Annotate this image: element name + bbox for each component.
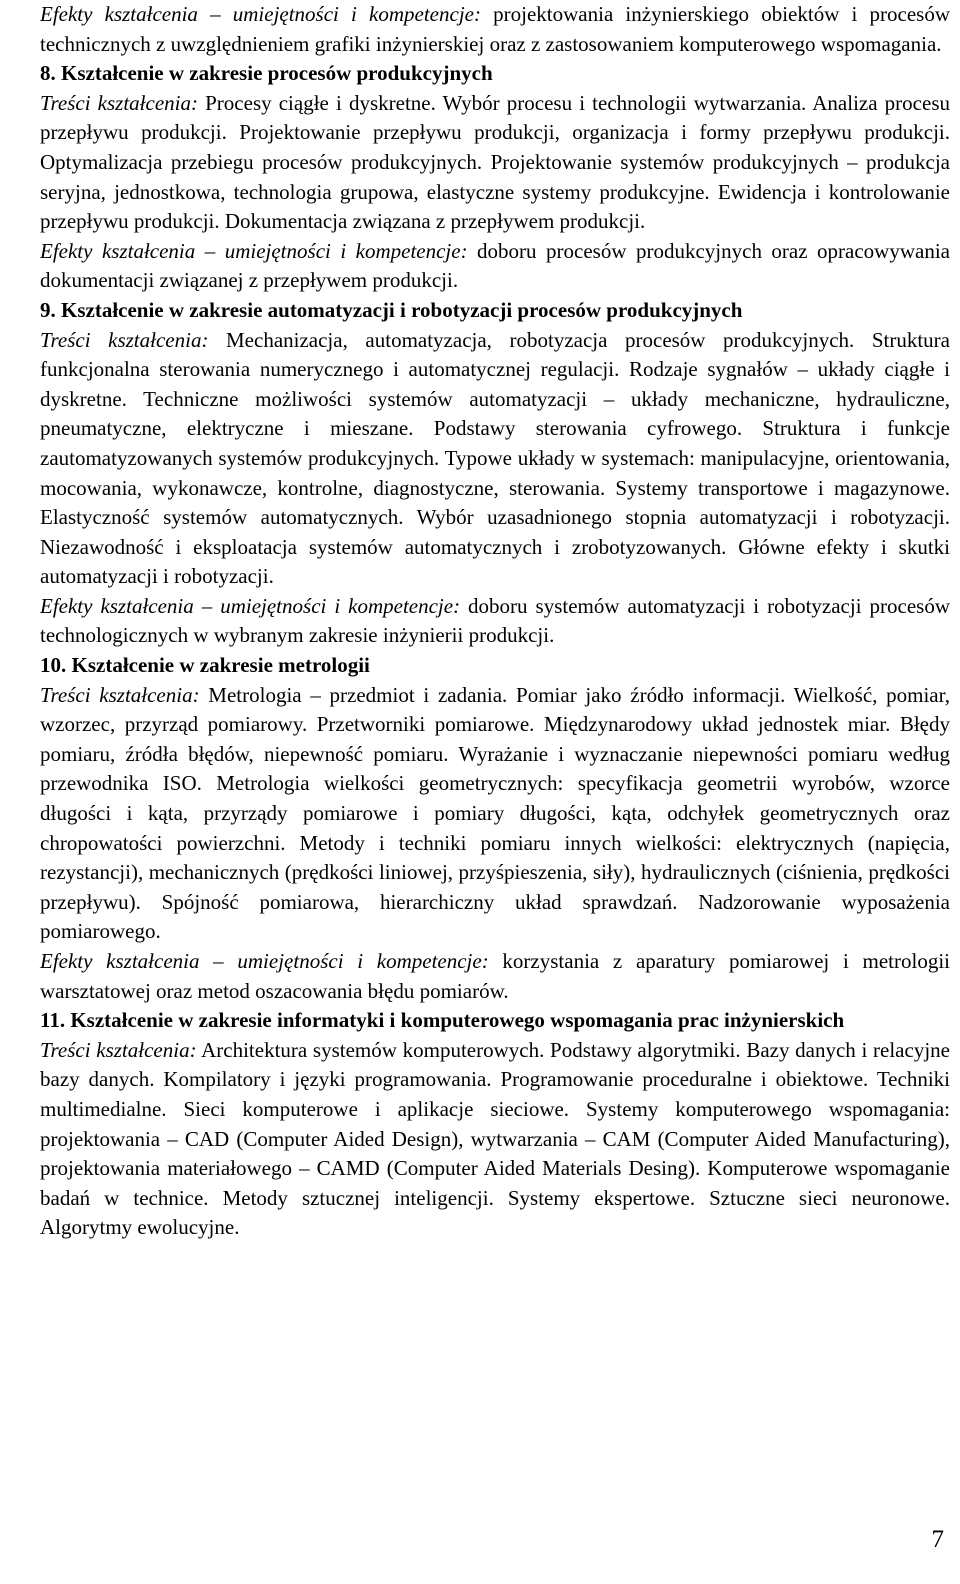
section-10-effects	[40, 947, 950, 1006]
content-label: Treści kształcenia:	[40, 682, 200, 707]
section-title: Kształcenie w zakresie informatyki i komputerowego wspomagania prac inżynierskich	[70, 1008, 845, 1033]
section-9-effects	[40, 592, 950, 651]
content-text: Metrologia – przedmiot i zadania. Pomiar jako źródło informacji. Wielkość, pomiar, wzorzec, przyrząd pomiarowy. Przetworniki pomiarowe. Międzynarodowy układ jednostek miar. Błędy pomiaru, źródła błędów, niepewność pomiaru. Wyrażanie i wyznaczanie niepewności pomiaru według przewodnika ISO. Metrologia wielkości geometrycznych: specyfikacja geometrii wyrobów, wzorce długości i kąta, przyrządy pomiarowe i pomiary długości, kąta, odchyłek geometrycznych oraz chropowatości powierzchni. Metody i techniki pomiaru innych wielkości: elektrycznych (napięcia, rezystancji), mechanicznych (prędkości liniowej, przyśpieszenia, siły), hydraulicznych (ciśnienia, prędkości przepływu). Spójność pomiarowa, hierarchiczny układ sprawdzań. Nadzorowanie wyposażenia pomiarowego.	[40, 682, 951, 944]
content-text: Mechanizacja, automatyzacja, robotyzacja procesów produkcyjnych. Struktura funkcjonalna sterowania numerycznego i automatycznej regulacji. Rodzaje sygnałów – układy ciągłe i dyskretne. Techniczne możliwości systemów automatyzacji – układy mechaniczne, hydrauliczne, pneumatyczne, elektryczne i mieszane. Podstawy sterowania cyfrowego. Struktura i funkcje zautomatyzowanych systemów produkcyjnych. Typowe układy w systemach: manipulacyjne, orientowania, mocowania, wykonawcze, kontrolne, diagnostyczne, sterowania. Systemy transportowe i magazynowe. Elastyczność systemów automatycznych. Wybór uzasadnionego stopnia automatyzacji i robotyzacji. Niezawodność i eksploatacja systemów automatycznych i zrobotyzowanych. Główne efekty i skutki automatyzacji i robotyzacji.	[40, 327, 950, 589]
effects-text: doboru procesów produkcyjnych oraz opracowywania dokumentacji związanej z przepływem produkcji.	[40, 238, 950, 293]
page-number: 7	[931, 1526, 944, 1553]
content-label: Treści kształcenia:	[40, 327, 209, 352]
section-9-content	[40, 326, 950, 592]
intro-paragraph	[40, 0, 950, 59]
content-label: Treści kształcenia:	[40, 90, 198, 115]
section-8-effects	[40, 237, 950, 296]
content-label: Treści kształcenia:	[40, 1037, 197, 1062]
content-text: Architektura systemów komputerowych. Podstawy algorytmiki. Bazy danych i relacyjne bazy danych. Kompilatory i języki programowania. Programowanie proceduralne i obiektowe. Techniki multimedialne. Sieci komputerowe i aplikacje sieciowe. Systemy komputerowego wspomagania: projektowania – CAD (Computer Aided Design), wytwarzania – CAM (Computer Aided Manufacturing), projektowania materiałowego – CAMD (Computer Aided Materials Desing). Komputerowe wspomaganie badań w technice. Metody sztucznej inteligencji. Systemy ekspertowe. Sztuczne sieci neuronowe. Algorytmy ewolucyjne.	[40, 1037, 950, 1240]
section-number: 10.	[40, 653, 67, 678]
section-8-heading	[40, 59, 950, 89]
section-11-heading	[40, 1006, 950, 1036]
content-text: Procesy ciągłe i dyskretne. Wybór procesu i technologii wytwarzania. Analiza procesu przepływu produkcji. Projektowanie przepływu produkcji, organizacja i formy przepływu produkcji. Optymalizacja przebiegu procesów produkcyjnych. Projektowanie systemów produkcyjnych – produkcja seryjna, jednostkowa, technologia grupowa, elastyczne systemy produkcyjne. Ewidencja i kontrolowanie przepływu produkcji. Dokumentacja związana z przepływem produkcji.	[40, 90, 950, 234]
section-title: Kształcenie w zakresie automatyzacji i robotyzacji procesów produkcyjnych	[61, 297, 743, 322]
effects-label: Efekty kształcenia – umiejętności i kompetencje:	[40, 238, 468, 263]
section-8-content	[40, 89, 950, 237]
section-11-content	[40, 1036, 950, 1243]
section-title: Kształcenie w zakresie procesów produkcyjnych	[61, 61, 493, 86]
intro-effects-text: projektowania inżynierskiego obiektów i procesów technicznych z uwzględnieniem grafiki inżynierskiej oraz z zastosowaniem komputerowego wspomagania.	[40, 2, 950, 56]
section-number: 8.	[40, 61, 56, 86]
section-9-heading	[40, 296, 950, 326]
document-page	[40, 0, 950, 1243]
effects-text: korzystania z aparatury pomiarowej i metrologii warsztatowej oraz metod oszacowania błędu pomiarów.	[40, 949, 950, 1003]
effects-text: doboru systemów automatyzacji i robotyzacji procesów technologicznych w wybranym zakresie inżynierii produkcji.	[40, 593, 950, 648]
section-number: 11.	[40, 1008, 66, 1033]
section-title: Kształcenie w zakresie metrologii	[71, 653, 370, 678]
section-10-content	[40, 681, 950, 947]
intro-effects-label: Efekty kształcenia – umiejętności i kompetencje:	[40, 2, 481, 26]
section-number: 9.	[40, 297, 56, 322]
effects-label: Efekty kształcenia – umiejętności i kompetencje:	[40, 593, 461, 618]
section-10-heading	[40, 651, 950, 681]
effects-label: Efekty kształcenia – umiejętności i kompetencje:	[40, 949, 489, 973]
